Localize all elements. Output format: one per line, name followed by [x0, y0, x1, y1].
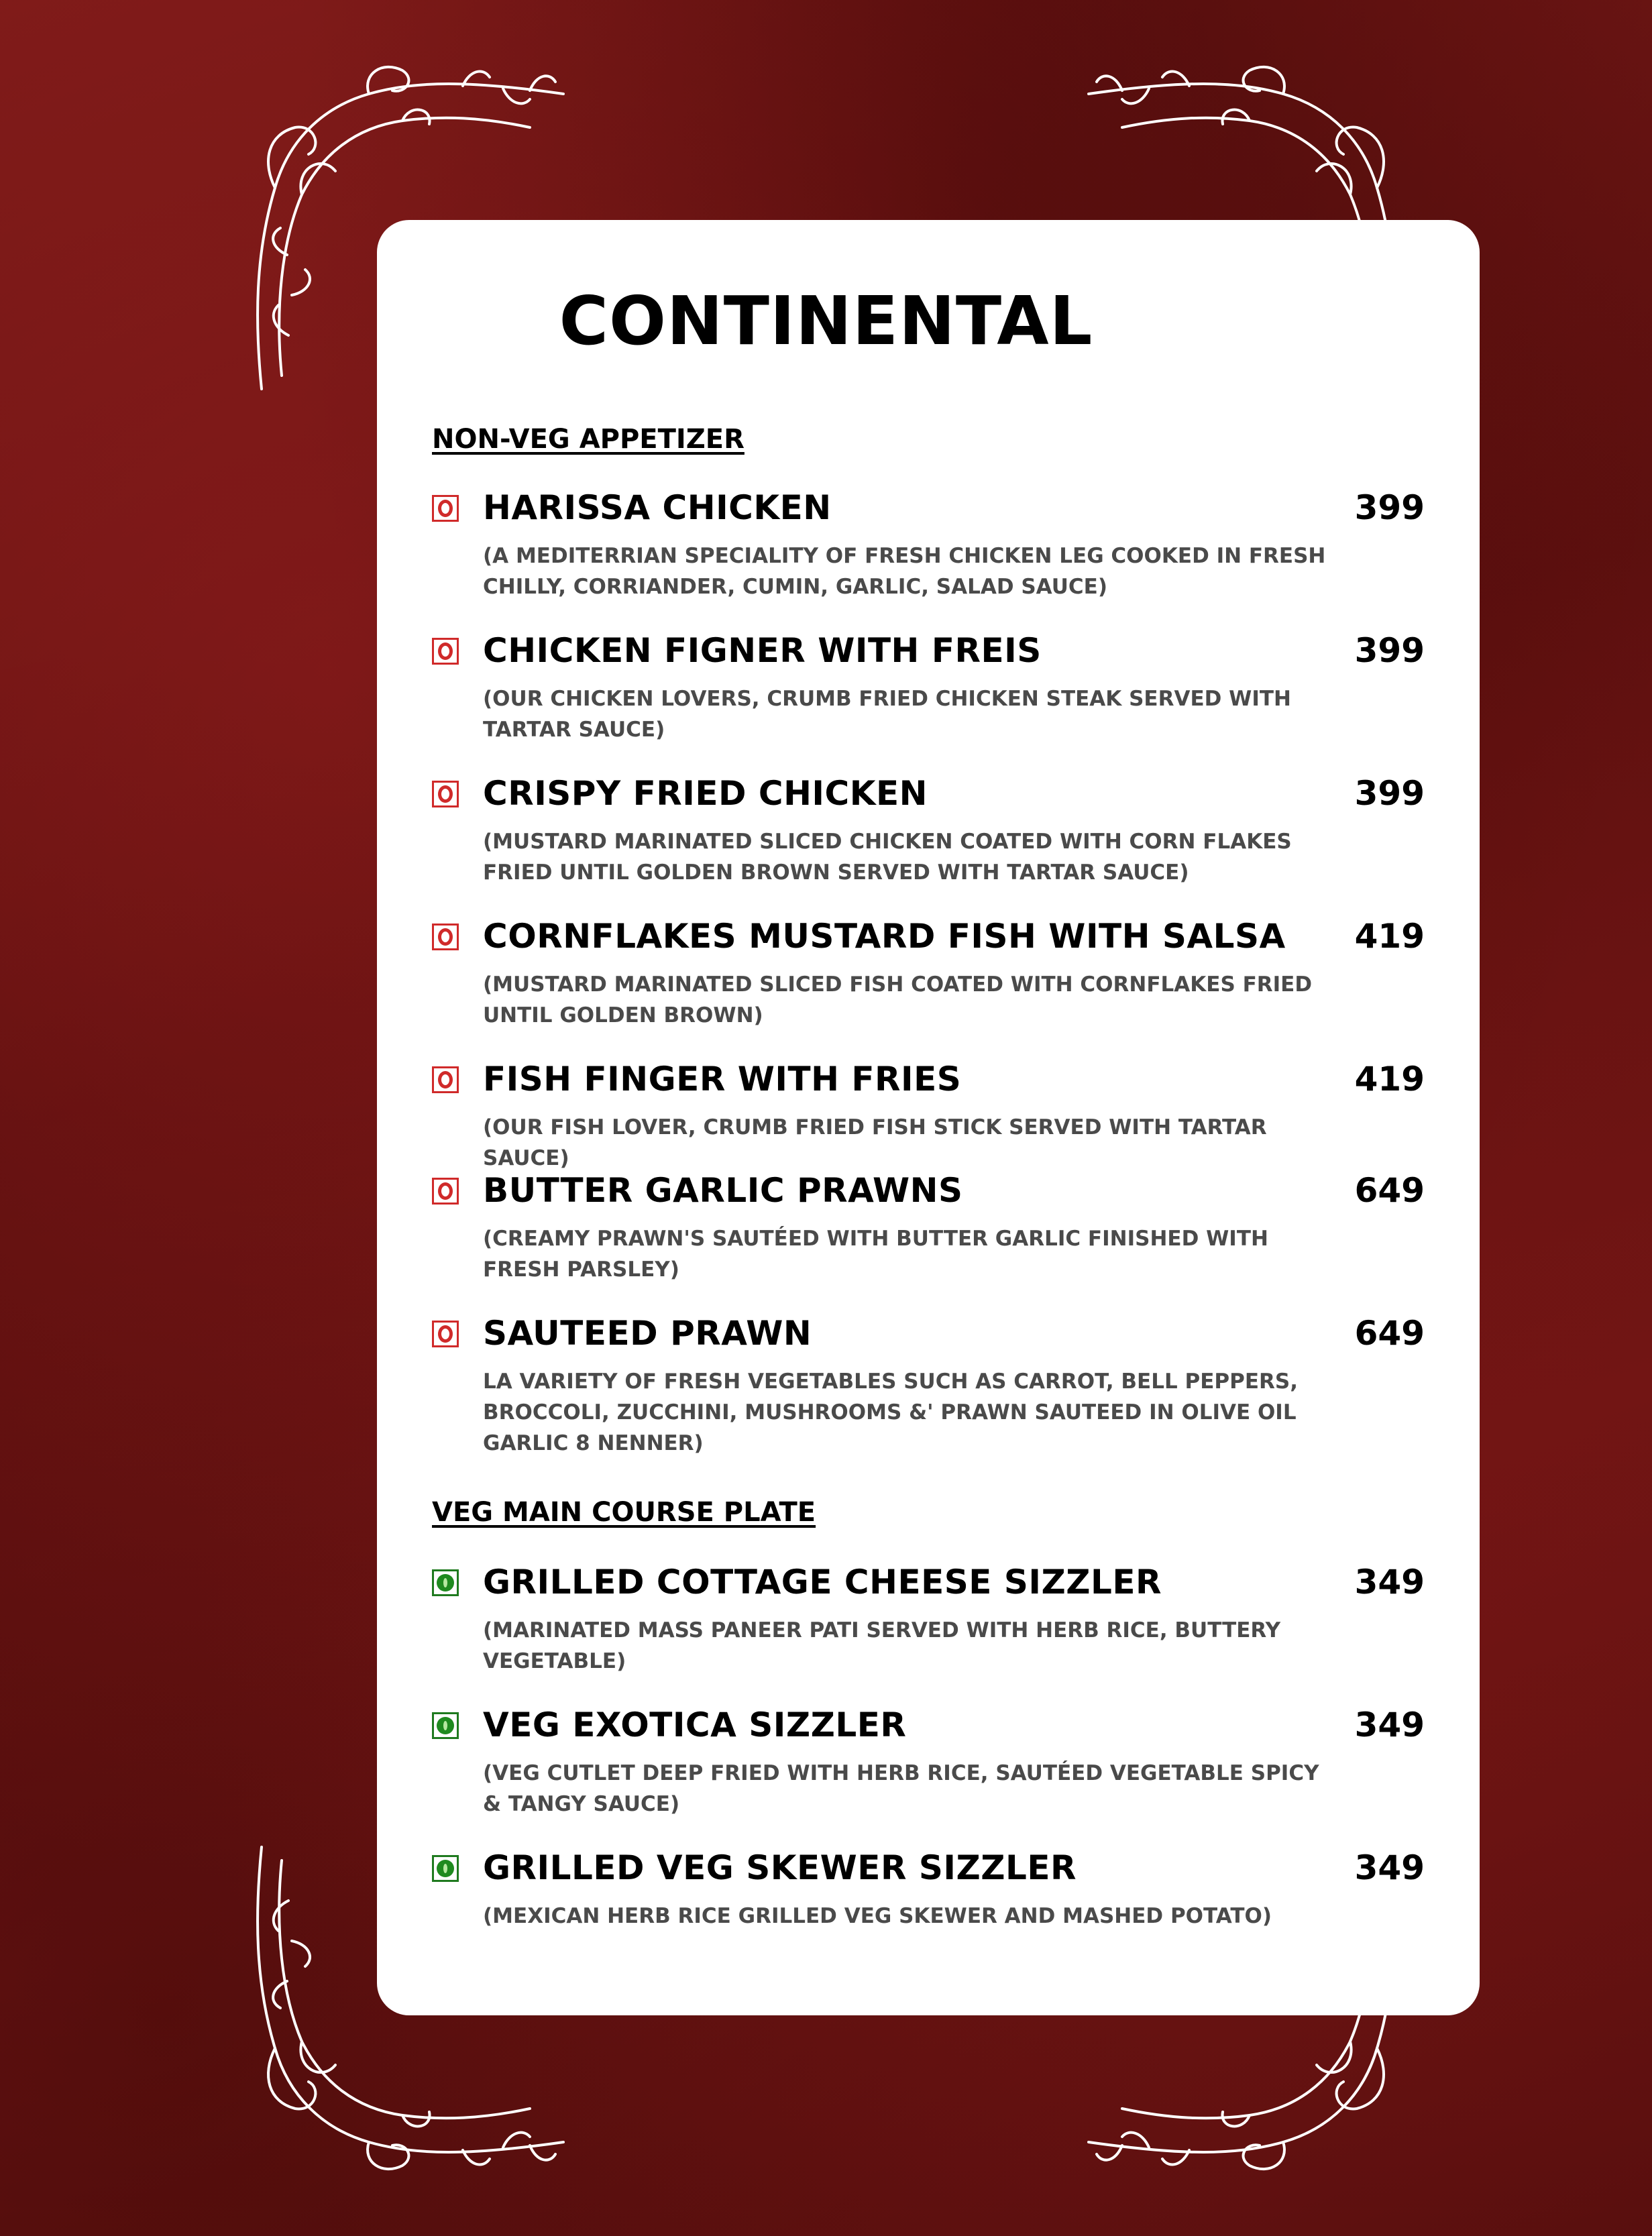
item-name: CRISPY FRIED CHICKEN	[483, 774, 928, 813]
item-name: SAUTEED PRAWN	[483, 1314, 812, 1353]
nonveg-marker-icon	[432, 495, 459, 522]
item-price: 399	[1354, 774, 1425, 813]
veg-marker-icon	[432, 1569, 459, 1596]
item-description: (OUR FISH LOVER, CRUMB FRIED FISH STICK SERVED WITH TARTAR SAUCE)	[483, 1115, 1267, 1170]
veg-marker-icon	[432, 1855, 459, 1882]
item-price: 349	[1354, 1563, 1425, 1602]
item-price: 649	[1354, 1314, 1425, 1353]
item-name: GRILLED COTTAGE CHEESE SIZZLER	[483, 1563, 1162, 1602]
item-name: HARISSA CHICKEN	[483, 488, 832, 527]
item-description: (MUSTARD MARINATED SLICED CHICKEN COATED WITH CORN FLAKES FRIED UNTIL GOLDEN BROWN SERVED WITH TARTAR SAUCE)	[483, 830, 1292, 885]
page-title: CONTINENTAL	[559, 282, 1093, 360]
nonveg-marker-icon	[432, 924, 459, 950]
item-name: GRILLED VEG SKEWER SIZZLER	[483, 1848, 1077, 1887]
item-price: 349	[1354, 1848, 1425, 1887]
nonveg-marker-icon	[432, 638, 459, 665]
item-name: CORNFLAKES MUSTARD FISH WITH SALSA	[483, 917, 1286, 956]
item-name: BUTTER GARLIC PRAWNS	[483, 1171, 963, 1210]
item-price: 649	[1354, 1171, 1425, 1210]
item-price: 419	[1354, 1060, 1425, 1099]
item-price: 349	[1354, 1706, 1425, 1744]
nonveg-marker-icon	[432, 1066, 459, 1093]
nonveg-marker-icon	[432, 1321, 459, 1347]
item-description: (CREAMY PRAWN'S SAUTÉED WITH BUTTER GARLIC FINISHED WITH FRESH PARSLEY)	[483, 1227, 1268, 1282]
item-name: FISH FINGER WITH FRIES	[483, 1060, 962, 1099]
item-description: (A MEDITERRIAN SPECIALITY OF FRESH CHICKEN LEG COOKED IN FRESH CHILLY, CORRIANDER, CUMIN, GARLIC, SALAD SAUCE)	[483, 544, 1326, 599]
item-description: (VEG CUTLET DEEP FRIED WITH HERB RICE, SAUTÉED VEGETABLE SPICY & TANGY SAUCE)	[483, 1761, 1319, 1816]
item-description: (MARINATED MASS PANEER PATI SERVED WITH HERB RICE, BUTTERY VEGETABLE)	[483, 1618, 1281, 1673]
nonveg-marker-icon	[432, 781, 459, 807]
veg-marker-icon	[432, 1712, 459, 1739]
section-title-veg-main-course: VEG MAIN COURSE PLATE	[432, 1497, 816, 1528]
item-description: LA VARIETY OF FRESH VEGETABLES SUCH AS CARROT, BELL PEPPERS, BROCCOLI, ZUCCHINI, MUSHROOMS &' PRAWN SAUTEED IN OLIVE OIL GARLIC 8 NENNER)	[483, 1369, 1299, 1455]
item-description: (MUSTARD MARINATED SLICED FISH COATED WITH CORNFLAKES FRIED UNTIL GOLDEN BROWN)	[483, 972, 1313, 1027]
item-description: (OUR CHICKEN LOVERS, CRUMB FRIED CHICKEN STEAK SERVED WITH TARTAR SAUCE)	[483, 687, 1291, 742]
item-name: VEG EXOTICA SIZZLER	[483, 1706, 907, 1744]
nonveg-marker-icon	[432, 1178, 459, 1205]
item-price: 399	[1354, 631, 1425, 670]
item-name: CHICKEN FIGNER WITH FREIS	[483, 631, 1042, 670]
item-price: 419	[1354, 917, 1425, 956]
section-title-non-veg-appetizer: NON-VEG APPETIZER	[432, 424, 745, 455]
item-description: (MEXICAN HERB RICE GRILLED VEG SKEWER AND MASHED POTATO)	[483, 1904, 1272, 1928]
item-price: 399	[1354, 488, 1425, 527]
